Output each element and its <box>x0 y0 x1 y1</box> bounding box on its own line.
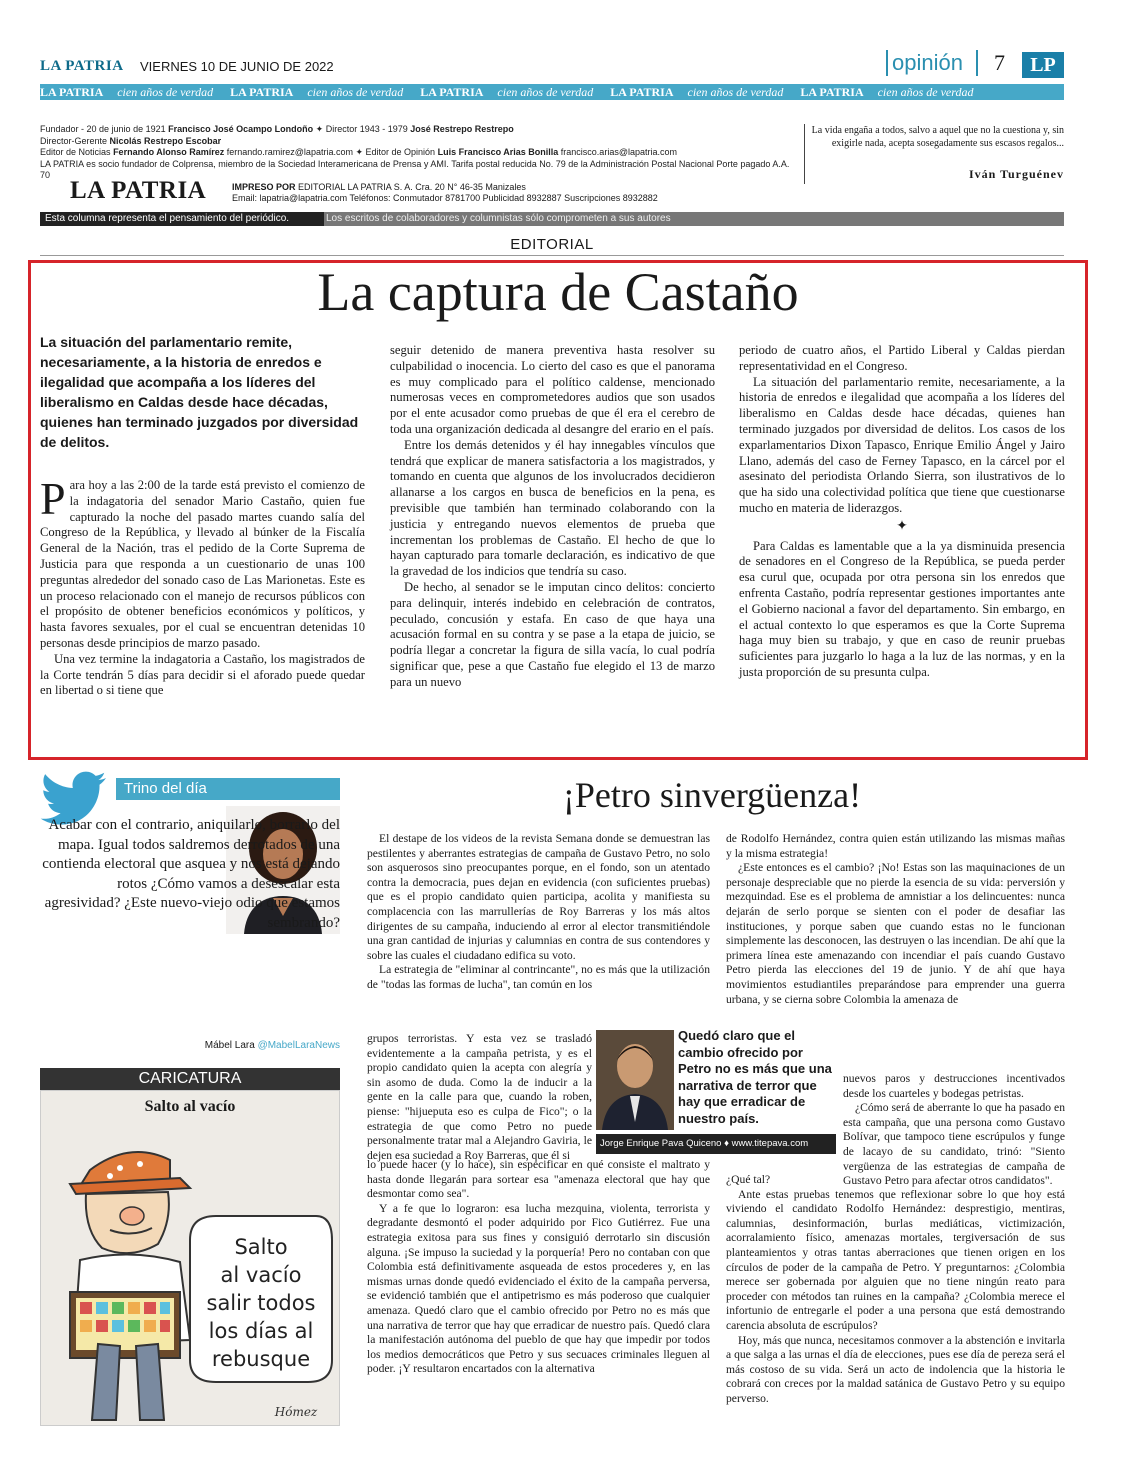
masthead-logo: LA PATRIA <box>70 177 207 204</box>
section-divider <box>976 50 978 76</box>
cartoon-label: CARICATURA <box>40 1068 340 1090</box>
lp-logo-badge: LP <box>1022 52 1064 78</box>
page-number: 7 <box>994 50 1005 75</box>
section-ornament-icon: ✦ <box>896 518 908 534</box>
pull-quote: Quedó claro que el cambio ofrecido por Petro no es más que una narrativa de terror que hay que erradicar de nuestro país. <box>678 1028 832 1126</box>
issue-date: VIERNES 10 DE JUNIO DE 2022 <box>140 59 334 74</box>
svg-text:salir todos: salir todos <box>206 1291 316 1315</box>
editorial-column-2: seguir detenido de manera preventiva hasta resolver su culpabilidad o inocencia. Lo cierto del caso es que el panorama es muy complicado para el político caldense, mencionado numerosas veces en comprometedores audios que son usados por el ente acusador como pruebas de que él era el cerebro de toda una organización dedicada al desangre del erario en el país. Entre los demás detenidos y él hay innegables vínculos que tendrá que explicar de manera satisfactoria a los magistrados, y tomando en cuenta que algunos de los involucrados decidieron allanarse a los cargos en busca de beneficios en la pena, es previsible que también han terminado colaborando con la justicia y entregando nuevos elementos de prueba que incrementan los problemas de Castaño. El hecho de que lo hayan capturado para tomarle declaración, es indicativo de que la gravedad de los indicios que tendría su caso. De hecho, al senador se le imputan cinco delitos: concierto para delinquir, interés indebido en celebración de contratos, peculado, concusión y estafa. En caso de que haya una acusación formal en su contra y se pase a la etapa de juicio, se podría llegar a concretar la figura de silla vacía, lo cual podría significar que, pese a que Castaño fue elegido el 13 de marzo para un nuevo <box>390 343 715 689</box>
masthead-divider <box>804 124 805 184</box>
editorial-column-3: periodo de cuatro años, el Partido Liberal y Caldas pierdan representatividad en el Congreso. La situación del parlamentario remite, necesariamente, a la historia de enredos e ilegalidad que acompaña a los líderes del liberalismo en Caldas desde hace décadas, quienes han terminado juzgados por diversidad de delitos. Los casos de los exparlamentarios Dixon Tapasco, Enrique Emilio Ángel y Jairo Llano, además del caso de Ferney Tapasco, en la cárcel por el asesinato del periodista Orlando Sierra, son ilustrativos de lo que ha sido una colectividad política que tiene que cuestionarse mucho en materia de liderazgos. ✦ Para Caldas es lamentable que a la ya disminuida presencia de senadores en el Congreso de la República, se pueda perder esa curul que, ocupada por otra persona sin los enredos que enfrenta Castaño, podría representar gestiones importantes ante el Gobierno nacional a favor del departamento. Sin embargo, en el actual contexto lo que esperamos es que la Corte Suprema haga muy bien su trabajo, y que en caso de reunir pruebas suficientes para juzgarlo lo haga a la luz de las normas, y en la justa proporción de su presunta culpa. <box>739 343 1065 679</box>
epigraph-author: Iván Turguénev <box>968 167 1064 181</box>
svg-text:los días al: los días al <box>208 1319 314 1343</box>
column-text-1b: grupos terroristas. Y esta vez se trasladó evidentemente a la campaña petrista, y es el propio candidato quien la acepta con alegría y sin asomo de duda. Como la de inducir a la gente en la calle para que, cuando la roben, piense: "hijueputa eso es culpa de Fico"; o la estrategia de que como Petro no puede personalmente tratar mal a Alejandro Gaviria, le dejen esa suciedad a Roy Barreras, que él si <box>367 1032 592 1162</box>
disclaimer-right: Los escritos de colaboradores y columnistas sólo comprometen a sus autores <box>326 213 671 224</box>
brand-logo: LA PATRIA <box>40 58 124 74</box>
trino-author: Mábel Lara @MabelLaraNews <box>204 1040 340 1051</box>
svg-text:rebusque: rebusque <box>211 1347 311 1371</box>
svg-text:al vacío: al vacío <box>220 1263 302 1287</box>
twitter-handle-link[interactable]: @MabelLaraNews <box>257 1040 340 1051</box>
editorial-headline: La captura de Castaño <box>317 262 799 322</box>
printer-info: IMPRESO POR EDITORIAL LA PATRIA S. A. Cra. 20 N° 46-35 Manizales Email: lapatria@lapatria.com Teléfonos: Conmutador 8781700 Publicidad 8932887 Suscripciones 8932882 <box>232 182 658 203</box>
svg-text:Hómez: Hómez <box>274 1405 318 1419</box>
columnist-caption: Jorge Enrique Pava Quiceno ♦ www.titepava.com <box>596 1134 836 1154</box>
masthead-credits: Fundador - 20 de junio de 1921 Francisco José Ocampo Londoño ✦ Director 1943 - 1979 José Restrepo Restrepo Director-Gerente Nicolás Restrepo Escobar Editor de Noticias Fernando Alonso Ramírez fernando.ramirez@lapatria.com ✦ Editor de Opinión Luis Francisco Arias Bonilla francisco.arias@lapatria.com LA PATRIA es socio fundador de Colprensa, miembro de la Sociedad Interamericana de Prensa y AMI. Tarifa postal reducida No. 79 de la Administración Postal Nacional Porte pagado A.A. 70 <box>40 124 790 180</box>
columnist-photo <box>596 1030 674 1130</box>
editorial-column-1: Para hoy a las 2:00 de la tarde está previsto el comienzo de la indagatoria del senador Mario Castaño, quien fue capturado la noche del pasado martes cuando salía del Congreso de la República, y llevado al búnker de la Fiscalía General de la Nación, tras el pedido de la Corte Suprema de Justicia para que responda a un cuestionario de unas 100 preguntas alrededor del sonado caso de Las Marionetas. Este es un proceso relacionado con el manejo de recursos públicos con el propósito de obtener beneficios económicos y políticos, y hasta favores sexuales, por el cual se encuentran detenidas 10 personas desde principios de marzo pasado. Una vez termine la indagatoria a Castaño, los magistrados de la Corte tendrán 5 días para decidir si el aforado puede quedar en libertad o si tiene que <box>40 473 365 698</box>
drop-cap: P <box>40 473 66 524</box>
editorial-lead: La situación del parlamentario remite, necesariamente, a la historia de enredos e ilegalidad que acompaña a los líderes del liberalismo en Caldas desde hace décadas, quienes han terminado juzgados por diversidad de delitos. <box>40 334 359 450</box>
column-text-2c: ¿Qué tal? Ante estas pruebas tenemos que reflexionar sobre lo que hoy está viviendo el candidato Rodolfo Hernández: desprestigio, mentiras, calumnias, desinformación, burlas mediáticas, victimización, acorralamiento físico, amenazas mortales, tergiversación de sus planteamientos y otras tantas aberraciones que tienen origen en los círculos de poder de la campaña de Petro. Y preguntarnos: ¿Colombia merece ser gobernada por alguien que no tiene ningún reato para proceder con métodos tan ruines en la campaña? ¿Colombia merece el infortunio de entregarle el poder a una persona que está demostrando carencia absoluta de escrúpulos? Hoy, más que nunca, necesitamos conmover a la abstención e invitarla a que salga a las urnas el día de elecciones, pues ese día de pereza será el más costoso de su vida. Será un acto de indolencia que la historia le cobrará con creces por la maldad satánica de Gustavo Petro y su equipo perverso. <box>726 1173 1065 1405</box>
trino-label: Trino del día <box>116 778 340 800</box>
column-text-1a: El destape de los videos de la revista Semana donde se demuestran las pestilentes y aberrantes estrategias de campaña de Gustavo Petro, no solo son asquerosos sino preocupantes porque, en el fondo, son un atentado contra la democracia, pues dejan en evidencia (con suficientes pruebas) que es el propio candidato quien participa, acolita y manifiesta su complacencia con las marrullerías de Roy Barreras y los más altos dirigentes de su campaña, induciendo al error al elector transmitiéndole una gran cantidad de injurias y calumnias en contra de sus contendores y sobre las cuales el ciudadano edifica su voto. La estrategia de "eliminar al contrincante", no es más que la utilización de "todas las formas de lucha", tan común en los <box>367 832 710 991</box>
column-text-2a: de Rodolfo Hernández, contra quien están utilizando las mismas mañas y la misma estrategia! ¿Este entonces es el cambio? ¡No! Estas son las maquinaciones de un personaje despreciable que no pierde la esencia de su vida: perversión y mezquindad. Ese es el problema de amnistiar a los delincuentes: nunca dejarán de serlo porque se sienten con el poder de desafiar las instituciones, y porque saben que cuando estas no le funcionan simplemente las desconocen, las destruyen o las incendian. De ahí que la primera línea este amenazando con incendiar el país cuando Gustavo Petro pierda las elecciones del 19 de junio. Y de ahí que haya movimientos estudiantiles preparándose para emprender una guerra urbana, y se cierna sobre Colombia la amenaza de <box>726 832 1065 1006</box>
epigraph-quote: La vida engaña a todos, salvo a aquel que no la cuestiona y, sin exigirle nada, acepta sosegadamente sus escasos regalos... <box>811 125 1064 149</box>
cartoon-title: Salto al vacío <box>144 1098 236 1115</box>
column-headline: ¡Petro sinvergüenza! <box>562 775 862 815</box>
column-text-2b: nuevos paros y destrucciones incentivados desde los cuarteles y bodegas petristas. ¿Cómo será de aberrante lo que ha pasado en esta campaña, que una persona como Gustavo Bolívar, que tampoco tiene escrúpulos y funge de lacayo de su candidato, trinó: "Siento vergüenza de las estrategias de campaña de Gustavo Petro para afectar otros candidatos". <box>843 1072 1065 1188</box>
cartoon-drawing <box>40 1120 340 1424</box>
trino-text: Acabar con el contrario, aniquilarlo, borrarlo del mapa. Igual todos saldremos derrotados de una contienda electoral que asquea y nos está dejando rotos ¿Cómo vamos a desescalar esta agresividad? ¿Este nuevo-viejo odio que estamos sembrando? <box>42 817 340 931</box>
slogan-stripe: LA PATRIA cien años de verdad LA PATRIA cien años de verdad LA PATRIA cien años de verdad LA PATRIA cien años de verdad LA PATRIA cien años de verdad <box>40 84 1064 100</box>
column-text-1c: lo puede hacer (y lo hace), sin especificar en qué consiste el maltrato y hasta donde llegarán para sortear esa "amenaza electoral que hay que desmontar como sea". Y a fe que lo lograron: esa lucha mezquina, violenta, terrorista y degradante desmontó el poder adquirido por Fico Gutiérrez. Fue una estrategia exitosa para sus fines y consiguió derrotarlo sin discusión alguna. ¡Se impuso la suciedad y la porquería! Pero no contaban con que Colombia está definitivamente asqueada de estos procederes y, en las mismas urnas donde quedó evidenciado el éxito de la campaña perversa, se evidenció también que el antipetrismo es más poderoso que cualquier amenaza. Quedó claro que el cambio ofrecido por Petro no es más que una narrativa de terror que hay que erradicar de nuestro país. Quedó clara la manifestación autónoma del pueblo de que hay que impedir por todos los medios democráticos que Petro y sus secuaces criminales lleguen al poder. ¡Y resultaron encartados con la alternativa <box>367 1158 710 1376</box>
editorial-label: EDITORIAL <box>40 236 1064 256</box>
svg-text:Salto: Salto <box>234 1235 288 1259</box>
section-name: opinión <box>886 50 963 76</box>
disclaimer-left: Esta columna representa el pensamiento del periódico. <box>40 212 324 226</box>
